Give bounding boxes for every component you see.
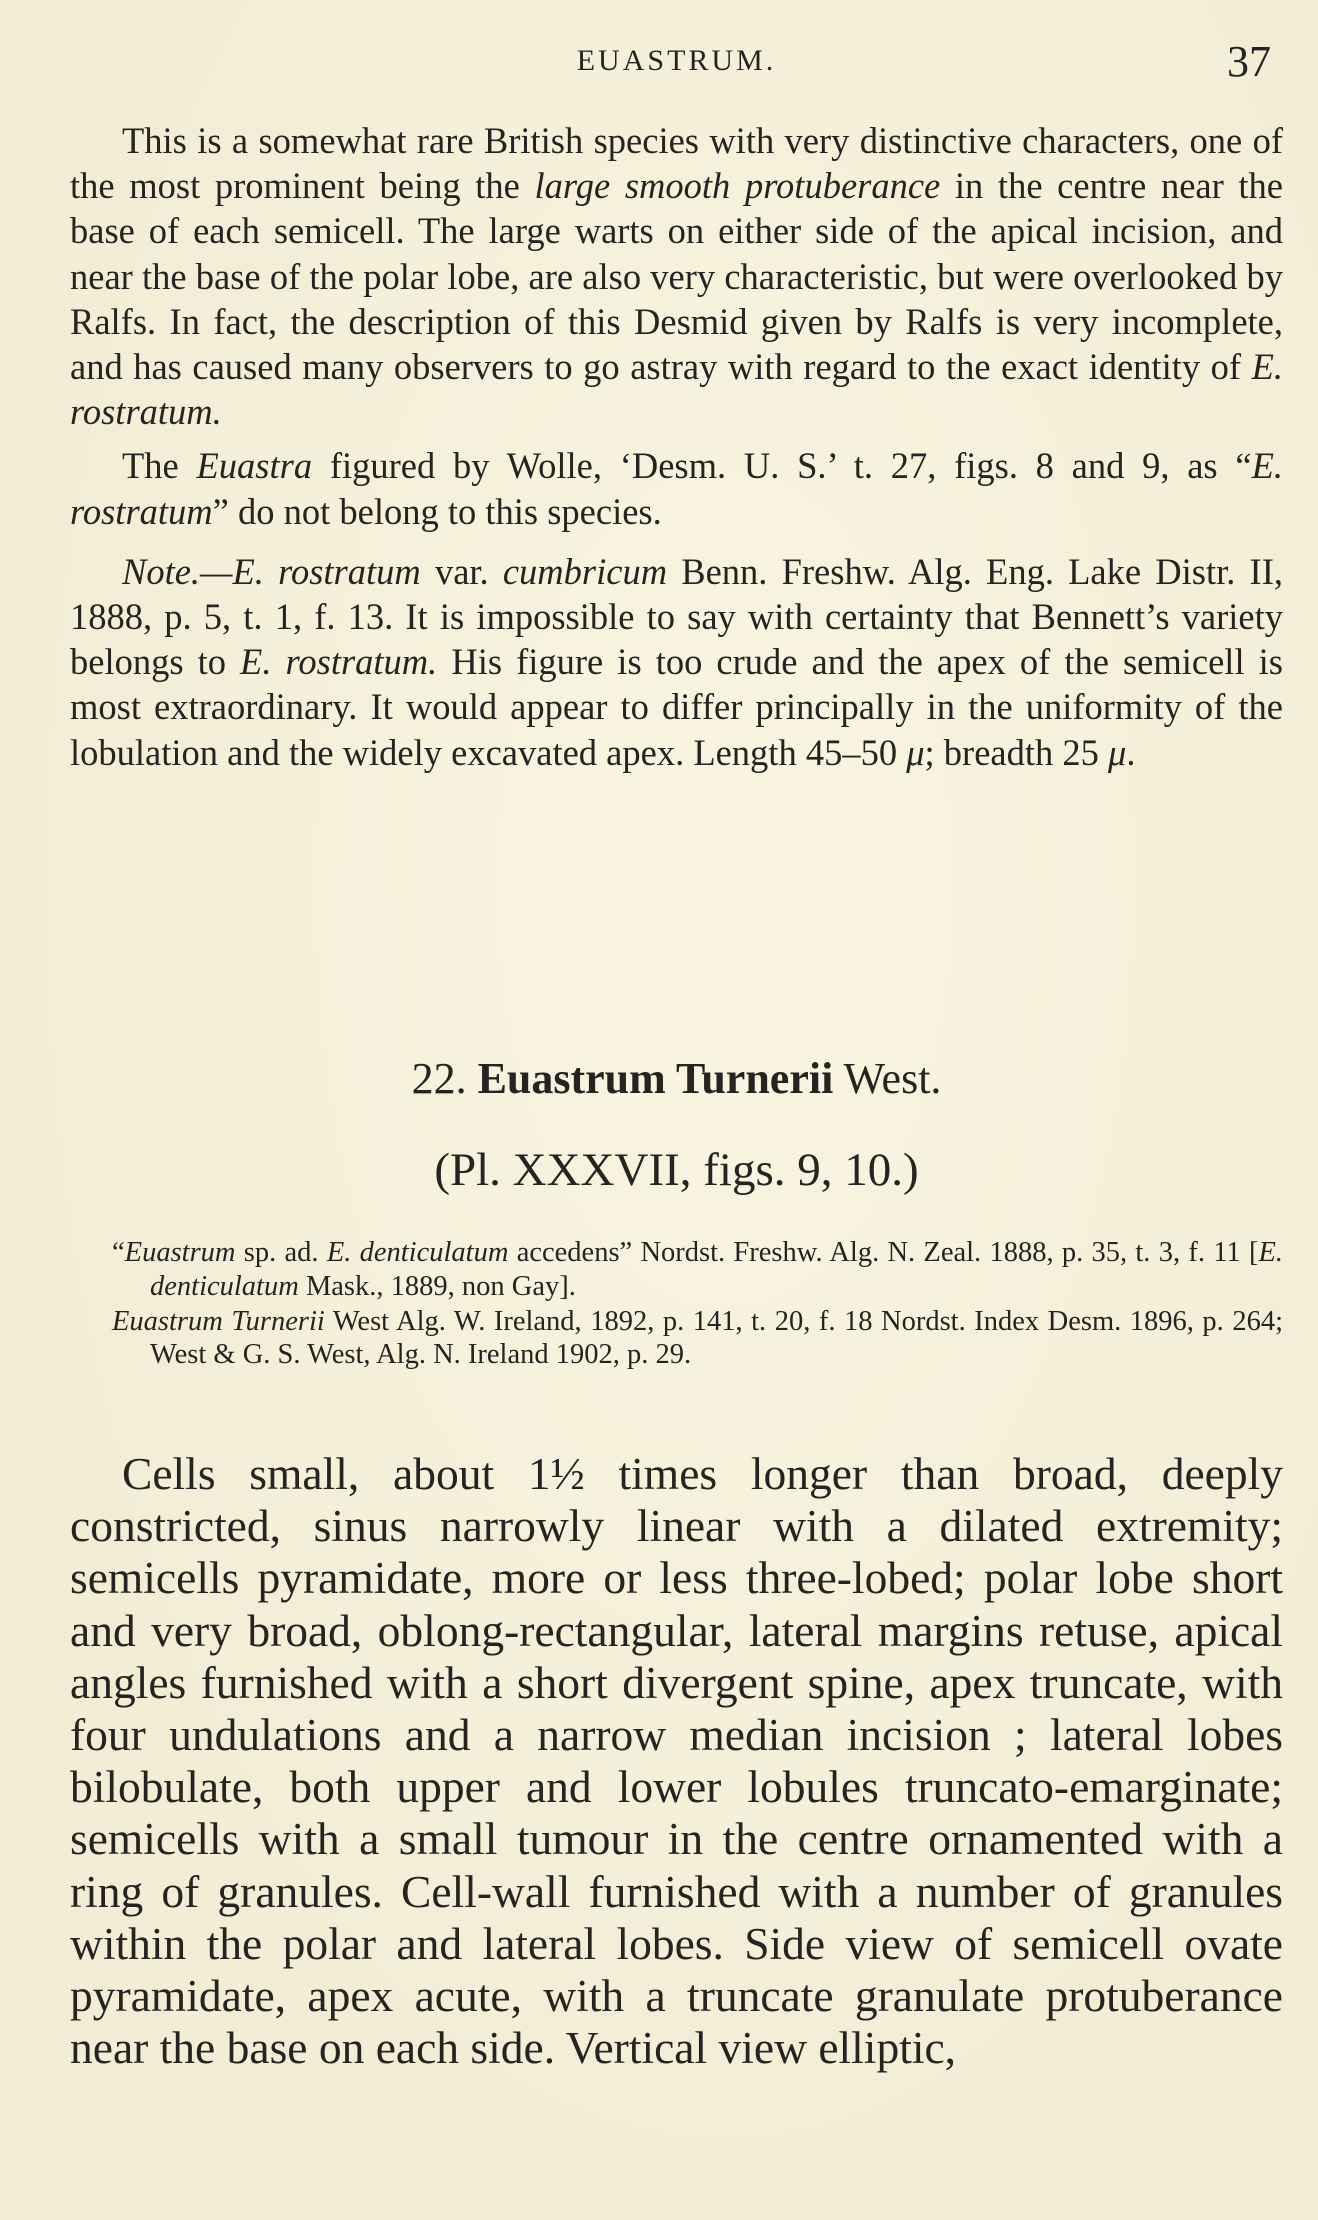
syn1-open: “	[112, 1237, 125, 1268]
plate-reference: (Pl. XXXVII, figs. 9, 10.)	[434, 1144, 919, 1196]
para1-italic-b: E. rostratum.	[70, 346, 1283, 433]
synonym-entry	[70, 1305, 1283, 1373]
page-number: 37	[1227, 37, 1271, 86]
paragraph-wolle-euastra	[70, 443, 1283, 533]
note-italic-b: E. rostratum.	[240, 641, 438, 683]
note-text-e: .	[1126, 731, 1136, 773]
running-head	[70, 34, 1283, 86]
note-mu-b: μ	[1108, 731, 1127, 773]
syn2-italic-a: Euastrum Turnerii	[112, 1305, 325, 1337]
running-title: EUASTRUM.	[576, 44, 777, 77]
desc-text-a: Cells small, about 1	[122, 1448, 551, 1499]
note-mu-a: μ	[906, 731, 925, 773]
text-block-description	[70, 1448, 1283, 2074]
species-heading	[70, 1053, 1283, 1104]
syn2-text-a: West Alg. W. Ireland, 1892, p. 141, t. 20, f. 18 Nordst. Index Desm. 1896, p. 264; West & G. S. West, Alg. N. Ireland 1902, p. 29.	[150, 1305, 1283, 1371]
para1-text-b: in the centre near the base of each semicell. The large warts on either side of the apical incision, and near the base of the polar lobe, are also very characteristic, but were overlooked by Ralfs. In fact, the description of this Desmid given by Ralfs is very incomplete, and has caused many observers to go astray with regard to the exact identity of	[70, 165, 1283, 388]
note-label: Note.—E. rostratum	[122, 550, 421, 592]
desc-fraction: ½	[550, 1448, 585, 1499]
synonym-entry	[70, 1236, 1283, 1304]
species-name: Euastrum Turnerii	[477, 1054, 834, 1103]
note-text-c: His figure is too crude and the apex of the semicell is most extraordinary. It would appear to differ principally in the uniformity of the lobulation and the widely excavated apex. Length 45–50	[70, 641, 1283, 773]
note-text-d: ; breadth 25	[924, 731, 1108, 773]
paragraph-note-cumbricum	[70, 549, 1283, 775]
para2-text-b: figured by Wolle, ‘Desm. U. S.’ t. 27, figs. 8 and 9, as “	[312, 445, 1252, 487]
para2-text-c: ” do not belong to this species.	[212, 490, 662, 532]
desc-text-b: times longer than broad, deeply constricted, sinus narrowly linear with a dilated extremity; semicells pyramidate, more or less three-lobed; polar lobe short and very broad, oblong-rectangular, lateral margins retuse, apical angles furnished with a short divergent spine, apex truncate, with four undulations and a narrow median incision ; lateral lobes bilobulate, both upper and lower lobules truncato-emarginate; semicells with a small tumour in the centre ornamented with a ring of granules. Cell-wall furnished with a number of granules within the polar and lateral lobes. Side view of semicell ovate pyramidate, apex acute, with a truncate granulate protuberance near the base on each side. Vertical view elliptic,	[70, 1448, 1283, 2074]
para2-italic-a: Euastra	[196, 445, 313, 487]
text-block-upper	[70, 118, 1283, 775]
para2-italic-b: E. rostratum	[70, 445, 1283, 532]
synonymy-block	[70, 1236, 1283, 1373]
para1-italic-a: large smooth protuberance	[534, 165, 941, 207]
species-description	[70, 1448, 1283, 2074]
syn1-text-c: Mask., 1889, non Gay].	[298, 1270, 576, 1302]
para1-text-a: This is a somewhat rare British species with very distinctive characters, one of the most prominent being the	[70, 120, 1283, 207]
note-italic-a: cumbricum	[502, 550, 668, 592]
syn1-italic-b: E. denticulatum	[326, 1237, 509, 1268]
syn1-italic-a: Euastrum	[124, 1237, 236, 1268]
para2-text-a: The	[122, 445, 197, 487]
syn1-text-b: accedens” Nordst. Freshw. Alg. N. Zeal. 1888, p. 35, t. 3, f. 11 [	[508, 1237, 1259, 1268]
syn1-text-a: sp. ad.	[235, 1237, 327, 1268]
syn1-italic-c: E. denticulatum	[150, 1237, 1283, 1302]
species-authority: West.	[843, 1054, 942, 1103]
species-number: 22.	[411, 1054, 467, 1103]
paragraph-rostratum-remarks	[70, 118, 1283, 434]
note-text-a: var.	[420, 550, 503, 592]
note-text-b: Benn. Freshw. Alg. Eng. Lake Distr. II, 1888, p. 5, t. 1, f. 13. It is impossible to say with certainty that Bennett’s variety belongs to	[70, 550, 1283, 683]
